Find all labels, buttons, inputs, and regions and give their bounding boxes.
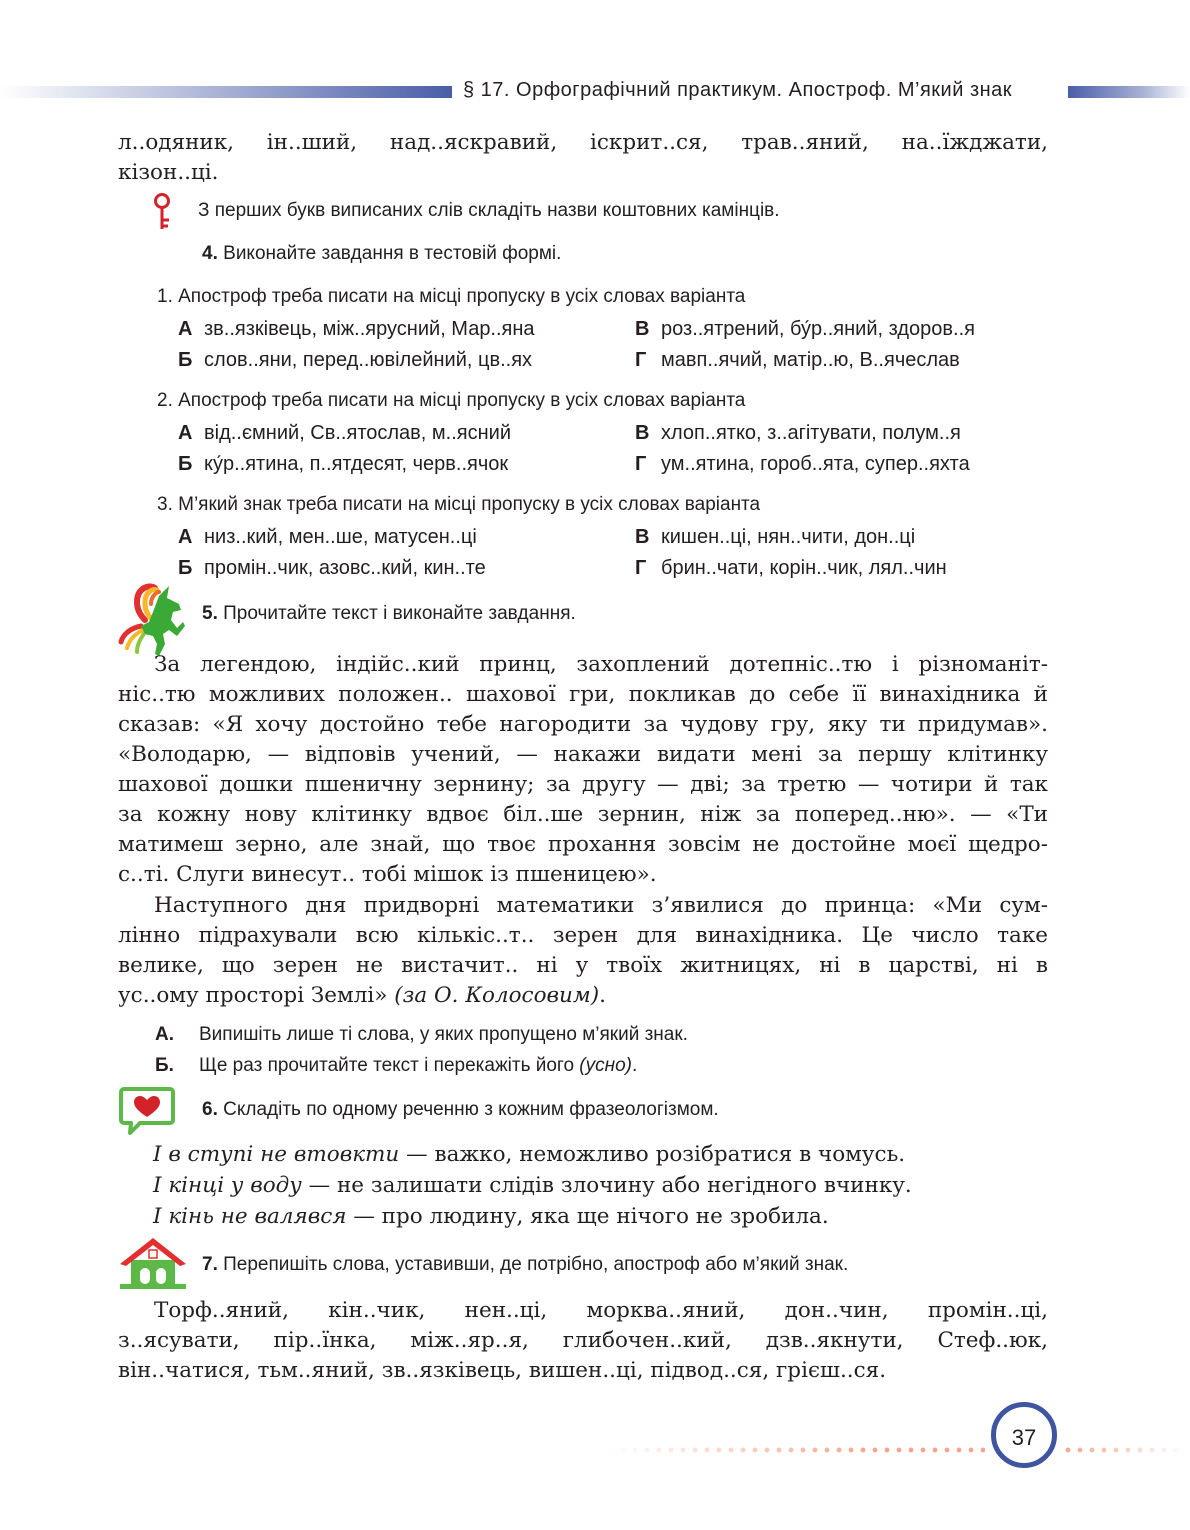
story-line: лінно підрахували всю кількіс..т.. зерен для винахідника. Це число таке xyxy=(118,923,1048,948)
task-6-heading xyxy=(202,1099,719,1121)
question-2: 2. Апостроф треба писати на місці пропуску в усіх словах варіанта xyxy=(157,390,746,411)
key-task-text: З перших букв виписаних слів складіть назви коштовних камінців. xyxy=(198,200,780,221)
word-line: він..чатися, тьм..яний, зв..язківець, вишен..ці, підвод..ся, грієш..ся. xyxy=(118,1358,887,1383)
task-6-number: 6. xyxy=(202,1099,218,1120)
header-bar-left xyxy=(0,86,452,98)
story-line: «Володарю, — відповів учений, — накажи видати мені за першу клітинку xyxy=(118,742,1048,767)
story-source: (за О. Колосовим) xyxy=(394,983,600,1008)
story-line: с..ті. Слуги винесут.. тобі мішок із пшеницею». xyxy=(118,862,657,887)
task-5-text: Прочитайте текст і виконайте завдання. xyxy=(223,603,576,624)
header-bar-right xyxy=(1068,86,1190,98)
q2-option-v: В хлоп..ятко, з..агітувати, полум..я xyxy=(635,422,961,444)
q3-option-v: В кишен..ці, нян..чити, дон..ці xyxy=(635,526,916,548)
task-5-sub-b: Б. Ще раз прочитайте текст і перекажіть його (усно). xyxy=(155,1055,638,1076)
task-7-words xyxy=(118,1296,1048,1386)
key-icon xyxy=(147,192,177,237)
words-line-2: кізон..ці. xyxy=(118,160,219,185)
story-line: за кожну нову клітинку вдвоє біл..ше зернин, ніж за поперед..ню». — «Ти xyxy=(118,802,1048,827)
q1-option-b: Б слов..яни, перед..ювілейний, цв..ях xyxy=(178,349,533,371)
q3-option-b: Б промін..чик, азовс..кий, кин..те xyxy=(178,557,486,579)
question-1: 1. Апостроф треба писати на місці пропуску в усіх словах варіанта xyxy=(157,286,746,307)
task-5-sub-a: А. Випишіть лише ті слова, у яких пропущено м’який знак. xyxy=(155,1024,688,1045)
task-4-number: 4. xyxy=(202,243,218,264)
heart-speech-icon xyxy=(118,1086,176,1143)
story-line: Наступного дня придворні математики з’явилися до принца: «Ми сум- xyxy=(154,893,1048,918)
house-icon xyxy=(118,1234,188,1297)
story-line: шахової дошки пшеничну зернину; за другу — дві; за третю — чотири й так xyxy=(118,772,1048,797)
task-6-text: Складіть по одному реченню з кожним фразеологізмом. xyxy=(223,1099,719,1120)
story-line: За легендою, індійс..кий принц, захоплений дотепніс..тю і різноманіт- xyxy=(154,652,1048,677)
task-4-text: Виконайте завдання в тестовій формі. xyxy=(223,243,562,264)
q2-option-b: Б ку́р..ятина, п..ятдесят, черв..ячок xyxy=(178,453,509,475)
q2-option-a: А від..ємний, Св..ятослав, м..ясний xyxy=(178,422,511,444)
story-line: матимеш зерно, але знай, що твоє прохання зовсім не достойне моєї щедро- xyxy=(118,832,1048,857)
task-7-heading xyxy=(202,1254,848,1276)
idiom-2: І кінці у воду — не залишати слідів злочину або негідного вчинку. xyxy=(153,1173,912,1198)
story-line: ніс..тю можливих положен.. шахової гри, покликав до себе її винахідника й xyxy=(118,682,1048,707)
task-5-heading xyxy=(202,603,576,625)
footer-dots-left xyxy=(605,1447,985,1453)
word-line: Торф..яний, кін..чик, нен..ці, морква..яний, дон..чин, промін..ці, xyxy=(154,1298,1048,1323)
word-line: з..ясувати, пір..їнка, між..яр..я, глибочен..кий, дзв..якнути, Стеф..юк, xyxy=(118,1328,1048,1353)
task-5-number: 5. xyxy=(202,603,218,624)
q1-option-v: В роз..ятрений, бу́р..яний, здоров..я xyxy=(635,318,975,340)
task-4-heading xyxy=(202,243,561,265)
story-paragraph-2 xyxy=(118,891,1048,1011)
q1-option-g: Г мавп..ячий, матір..ю, В..ячеслав xyxy=(635,349,960,371)
section-title: § 17. Орфографічний практикум. Апостроф. М’який знак xyxy=(463,79,1013,101)
footer-dots-right xyxy=(1062,1447,1190,1453)
question-3: 3. М’який знак треба писати на місці пропуску в усіх словах варіанта xyxy=(157,494,761,515)
idiom-1: І в ступі не втовкти — важко, неможливо розібратися в чомусь. xyxy=(153,1142,906,1167)
story-text: ус..ому просторі Землі» xyxy=(118,983,388,1008)
words-line-1: л..одяник, ін..ший, над..яскравий, іскрит..ся, трав..яний, на..їжджати, xyxy=(118,130,1048,155)
task-7-text: Перепишіть слова, уставивши, де потрібно, апостроф або м’який знак. xyxy=(223,1254,849,1275)
story-paragraph-1 xyxy=(118,650,1048,890)
story-line: велике, що зерен не вистачит.. ні у твоїх житницях, ні в царстві, ні в xyxy=(118,953,1048,978)
sub-b-note: (усно) xyxy=(579,1055,632,1076)
page-number-badge xyxy=(991,1402,1057,1468)
story-line: сказав: «Я хочу достойно тебе нагородити за чудову гру, яку ти придумав». xyxy=(118,712,1048,737)
q2-option-g: Г ум..ятина, гороб..ята, супер..яхта xyxy=(635,453,970,475)
story-line: ус..ому просторі Землі» (за О. Колосовим). xyxy=(118,983,606,1008)
task-7-number: 7. xyxy=(202,1254,218,1275)
idiom-3: І кінь не валявся — про людину, яка ще нічого не зробила. xyxy=(153,1204,829,1229)
q1-option-a: А зв..язківець, між..ярусний, Мар..яна xyxy=(178,318,535,340)
q3-option-g: Г брин..чати, корін..чик, лял..чин xyxy=(635,557,947,579)
page-number: 37 xyxy=(1011,1425,1037,1450)
q3-option-a: А низ..кий, мен..ше, матусен..ці xyxy=(178,526,477,548)
